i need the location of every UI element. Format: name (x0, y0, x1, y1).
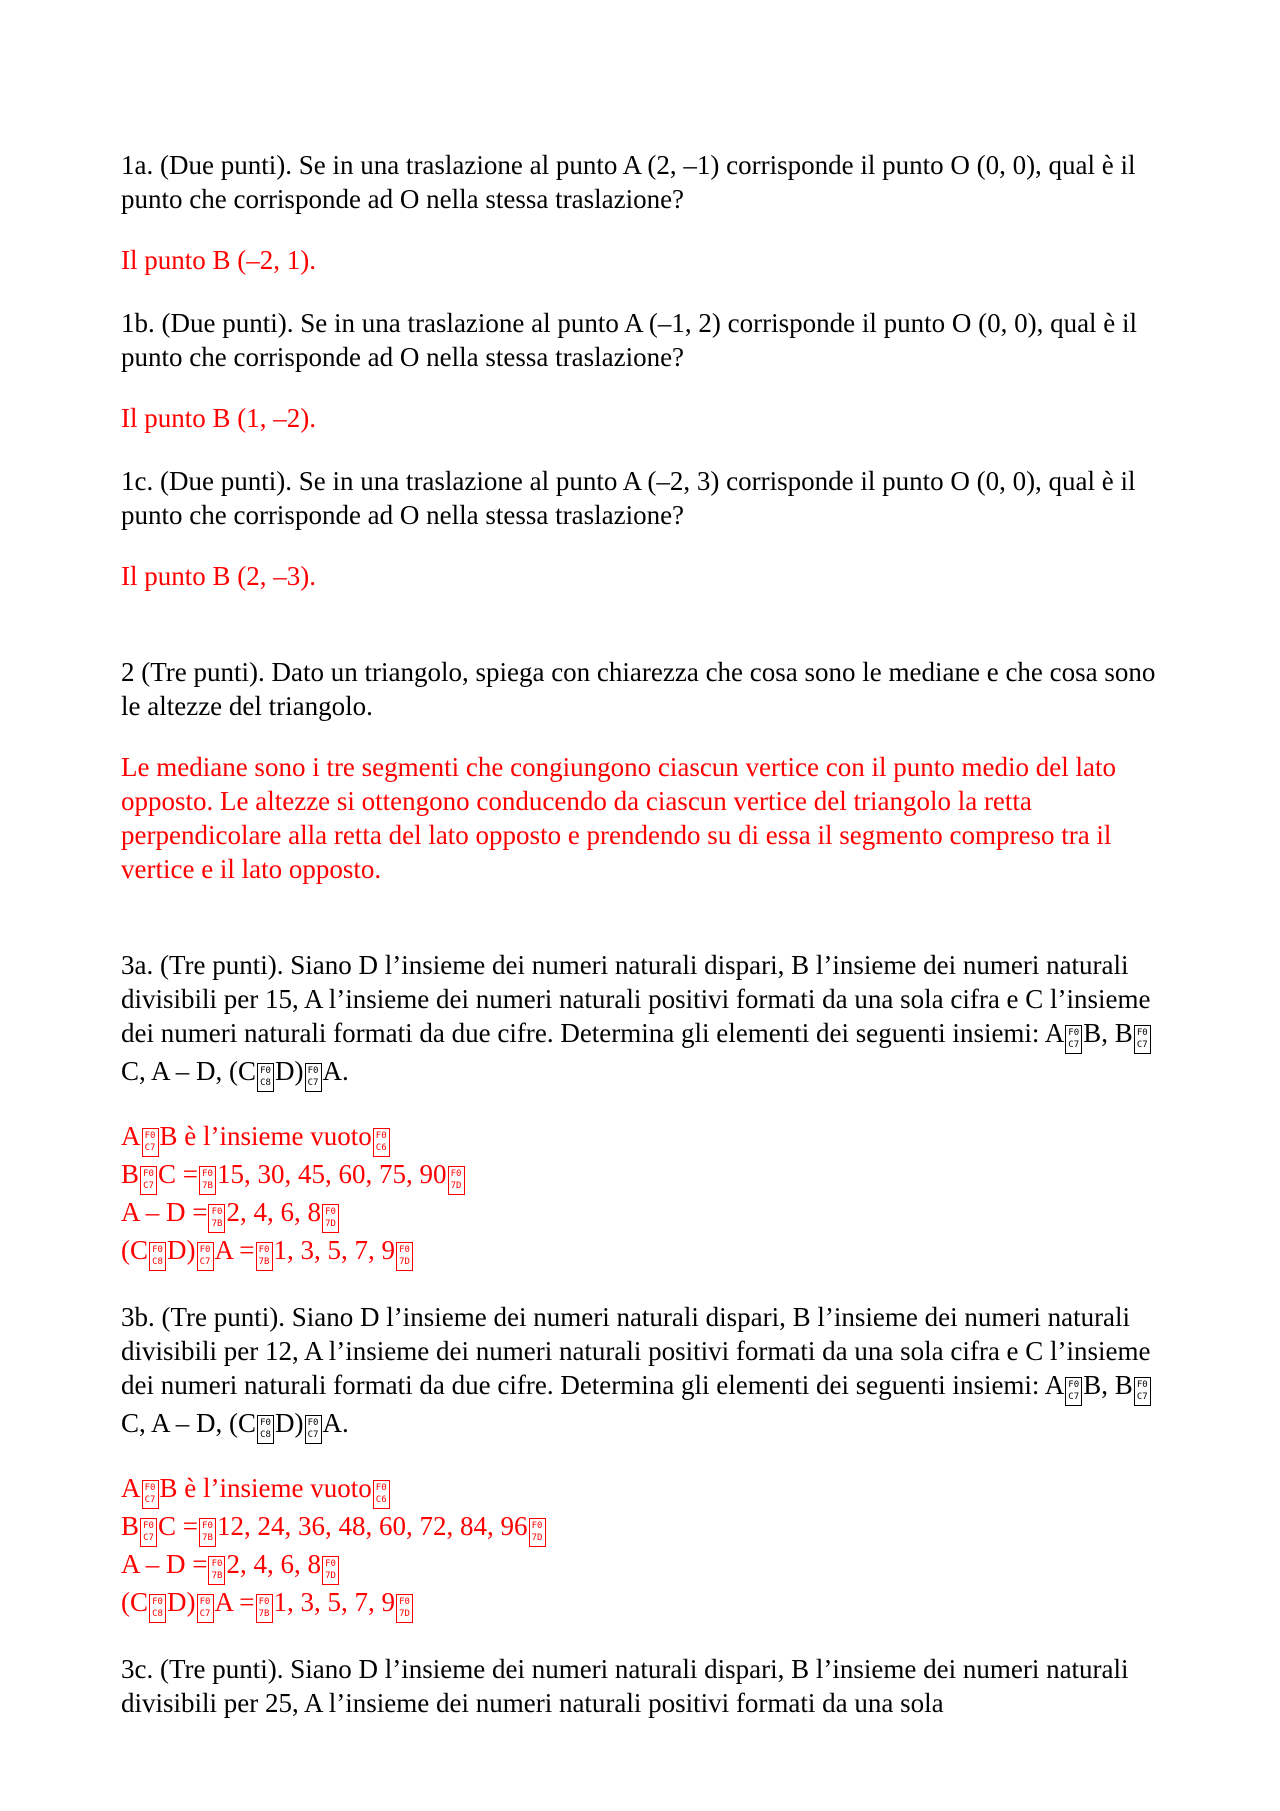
question-2: 2 (Tre punti). Dato un triangolo, spiega con chiarezza che cosa sono le mediane e che cosa sono le altezze del triangolo. (121, 657, 1156, 721)
missing-glyph-f0c6-icon (373, 1480, 390, 1509)
glyph-code-text: F0 (211, 1207, 223, 1217)
answer-3a-line-4 (121, 1233, 1161, 1271)
glyph-code-text: F0 (450, 1169, 462, 1179)
question-1b: 1b. (Due punti). Se in una traslazione al punto A (–1, 2) corrisponde il punto O (0, 0), qual è il punto che corrisponde ad O nella stessa traslazione? (121, 308, 1138, 372)
answer-3b-line-1 (121, 1471, 1161, 1509)
question-3a-part: A. (322, 1056, 349, 1086)
answer-text: B è l’insieme vuoto (159, 1473, 372, 1503)
answer-text: 1, 3, 5, 7, 9 (273, 1587, 395, 1617)
answer-text: (C (121, 1235, 148, 1265)
answer-3b-line-4 (121, 1585, 1161, 1623)
question-3a (121, 948, 1161, 1092)
question-3b-part: A. (322, 1408, 349, 1438)
question-3b-part: C, A – D, (C (121, 1408, 257, 1438)
answer-3a-line-1 (121, 1119, 1161, 1157)
glyph-code-text: C7 (143, 1181, 154, 1191)
glyph-code-text: F0 (144, 1131, 156, 1141)
glyph-code-text: F0 (144, 1483, 156, 1493)
missing-glyph-f0c7-icon (142, 1128, 159, 1157)
glyph-code-text: F0 (143, 1169, 154, 1179)
missing-glyph-f07b-icon (256, 1242, 273, 1271)
answer-text: A – D = (121, 1197, 208, 1227)
missing-glyph-f0c7-icon (140, 1518, 157, 1547)
answer-text: 15, 30, 45, 60, 75, 90 (217, 1159, 447, 1189)
glyph-code-text: 7D (325, 1571, 336, 1581)
answer-text: A (121, 1121, 141, 1151)
glyph-code-text: F0 (375, 1483, 387, 1493)
answer-text: B è l’insieme vuoto (159, 1121, 372, 1151)
missing-glyph-f0c7-icon (142, 1480, 159, 1509)
answer-text: C = (158, 1159, 199, 1189)
glyph-code-text: C8 (152, 1257, 163, 1267)
glyph-code-text: F0 (199, 1245, 211, 1255)
missing-glyph-f0c8-icon (149, 1594, 166, 1623)
question-3a-intro: 3a. (Tre punti). Siano D l’insieme dei numeri naturali dispari, B l’insieme dei numeri naturali divisibili per 15, A l’insieme dei numeri naturali positivi formati da una sola cifra e C l’insieme dei numeri naturali formati da due cifre. Determina gli elementi dei seguenti insiemi: A (121, 950, 1151, 1048)
glyph-code-text: C6 (375, 1495, 387, 1505)
glyph-code-text: C7 (144, 1495, 156, 1505)
question-1a: 1a. (Due punti). Se in una traslazione al punto A (2, –1) corrisponde il punto O (0, 0), qual è il punto che corrisponde ad O nella stessa traslazione? (121, 150, 1136, 214)
answer-text: 1, 3, 5, 7, 9 (273, 1235, 395, 1265)
missing-glyph-f0c8-icon (257, 1063, 274, 1092)
answer-text: D) (167, 1235, 196, 1265)
question-3b (121, 1300, 1161, 1444)
answer-text: 2, 4, 6, 8 (226, 1549, 321, 1579)
answer-text: A (121, 1473, 141, 1503)
glyph-code-text: F0 (143, 1521, 154, 1531)
glyph-code-text: 7B (258, 1257, 270, 1267)
missing-glyph-f0c7-icon (1065, 1025, 1082, 1054)
glyph-code-text: F0 (325, 1559, 336, 1569)
question-3b-intro: 3b. (Tre punti). Siano D l’insieme dei numeri naturali dispari, B l’insieme dei numeri naturali divisibili per 12, A l’insieme dei numeri naturali positivi formati da una sola cifra e C l’insieme dei numeri naturali formati da due cifre. Determina gli elementi dei seguenti insiemi: A (121, 1302, 1151, 1400)
missing-glyph-f07b-icon (199, 1166, 216, 1195)
question-3a-part: B, B (1083, 1018, 1133, 1048)
glyph-code-text: F0 (202, 1521, 213, 1531)
glyph-code-text: F0 (307, 1066, 319, 1076)
glyph-code-text: F0 (260, 1066, 271, 1076)
glyph-code-text: C6 (375, 1143, 387, 1153)
glyph-code-text: C7 (199, 1257, 211, 1267)
glyph-code-text: F0 (258, 1597, 270, 1607)
missing-glyph-f0c7-icon (305, 1415, 322, 1444)
glyph-code-text: 7D (399, 1257, 410, 1267)
answer-text: A = (214, 1587, 255, 1617)
glyph-code-text: F0 (399, 1597, 410, 1607)
answer-text: B (121, 1511, 140, 1541)
missing-glyph-f07d-icon (322, 1204, 339, 1233)
glyph-code-text: F0 (258, 1245, 270, 1255)
answer-3b-line-3 (121, 1547, 1161, 1585)
answer-3b (121, 1471, 1161, 1623)
glyph-code-text: 7D (450, 1181, 462, 1191)
answer-1c: Il punto B (2, –3). (121, 561, 316, 591)
missing-glyph-f07b-icon (256, 1594, 273, 1623)
glyph-code-text: 7D (531, 1533, 543, 1543)
glyph-code-text: 7B (202, 1181, 213, 1191)
answer-1b: Il punto B (1, –2). (121, 403, 316, 433)
question-3a-part: D) (275, 1056, 304, 1086)
question-3b-part: D) (275, 1408, 304, 1438)
question-3c: 3c. (Tre punti). Siano D l’insieme dei numeri naturali dispari, B l’insieme dei numeri naturali divisibili per 25, A l’insieme dei numeri naturali positivi formati da una sola (121, 1654, 1129, 1718)
missing-glyph-f0c7-icon (1065, 1377, 1082, 1406)
glyph-code-text: F0 (1136, 1028, 1148, 1038)
glyph-code-text: F0 (260, 1418, 271, 1428)
missing-glyph-f0c7-icon (140, 1166, 157, 1195)
glyph-code-text: C7 (199, 1609, 211, 1619)
glyph-code-text: C7 (307, 1078, 319, 1088)
glyph-code-text: C7 (1136, 1040, 1148, 1050)
answer-text: 2, 4, 6, 8 (226, 1197, 321, 1227)
question-3a-part: C, A – D, (C (121, 1056, 257, 1086)
glyph-code-text: 7B (202, 1533, 213, 1543)
glyph-code-text: F0 (152, 1245, 163, 1255)
glyph-code-text: 7D (325, 1219, 336, 1229)
missing-glyph-f07d-icon (448, 1166, 465, 1195)
glyph-code-text: C7 (1136, 1392, 1148, 1402)
missing-glyph-f07d-icon (396, 1594, 413, 1623)
answer-3b-line-2 (121, 1509, 1161, 1547)
missing-glyph-f0c8-icon (257, 1415, 274, 1444)
glyph-code-text: F0 (375, 1131, 387, 1141)
glyph-code-text: F0 (199, 1597, 211, 1607)
answer-text: D) (167, 1587, 196, 1617)
glyph-code-text: F0 (1068, 1028, 1080, 1038)
glyph-code-text: C8 (152, 1609, 163, 1619)
missing-glyph-f07d-icon (396, 1242, 413, 1271)
glyph-code-text: F0 (307, 1418, 319, 1428)
answer-text: 12, 24, 36, 48, 60, 72, 84, 96 (217, 1511, 528, 1541)
glyph-code-text: F0 (1136, 1380, 1148, 1390)
missing-glyph-f07b-icon (208, 1204, 225, 1233)
question-1c: 1c. (Due punti). Se in una traslazione al punto A (–2, 3) corrisponde il punto O (0, 0), qual è il punto che corrisponde ad O nella stessa traslazione? (121, 466, 1136, 530)
glyph-code-text: F0 (152, 1597, 163, 1607)
missing-glyph-f07d-icon (322, 1556, 339, 1585)
answer-text: B (121, 1159, 140, 1189)
question-3b-part: B, B (1083, 1370, 1133, 1400)
answer-text: A – D = (121, 1549, 208, 1579)
glyph-code-text: C7 (1068, 1040, 1080, 1050)
glyph-code-text: C7 (1068, 1392, 1080, 1402)
glyph-code-text: 7D (399, 1609, 410, 1619)
missing-glyph-f0c7-icon (1134, 1377, 1151, 1406)
missing-glyph-f0c7-icon (1134, 1025, 1151, 1054)
missing-glyph-f0c7-icon (197, 1594, 214, 1623)
answer-1a: Il punto B (–2, 1). (121, 245, 316, 275)
missing-glyph-f0c7-icon (197, 1242, 214, 1271)
document-page (121, 148, 1161, 1747)
answer-3a (121, 1119, 1161, 1271)
missing-glyph-f07b-icon (208, 1556, 225, 1585)
glyph-code-text: F0 (211, 1559, 223, 1569)
answer-3a-line-3 (121, 1195, 1161, 1233)
answer-3a-line-2 (121, 1157, 1161, 1195)
glyph-code-text: F0 (202, 1169, 213, 1179)
answer-text: (C (121, 1587, 148, 1617)
glyph-code-text: 7B (211, 1571, 223, 1581)
missing-glyph-f0c7-icon (305, 1063, 322, 1092)
glyph-code-text: F0 (399, 1245, 410, 1255)
glyph-code-text: C7 (307, 1430, 319, 1440)
glyph-code-text: C8 (260, 1078, 271, 1088)
glyph-code-text: C7 (143, 1533, 154, 1543)
answer-2: Le mediane sono i tre segmenti che congiungono ciascun vertice con il punto medio del lato opposto. Le altezze si ottengono conducendo da ciascun vertice del triangolo la retta perpendicolare alla retta del lato opposto e prendendo su di essa il segmento compreso tra il vertice e il lato opposto. (121, 752, 1116, 884)
glyph-code-text: 7B (258, 1609, 270, 1619)
glyph-code-text: F0 (1068, 1380, 1080, 1390)
missing-glyph-f0c8-icon (149, 1242, 166, 1271)
glyph-code-text: C7 (144, 1143, 156, 1153)
missing-glyph-f0c6-icon (373, 1128, 390, 1157)
missing-glyph-f07b-icon (199, 1518, 216, 1547)
glyph-code-text: 7B (211, 1219, 223, 1229)
answer-text: A = (214, 1235, 255, 1265)
answer-text: C = (158, 1511, 199, 1541)
glyph-code-text: C8 (260, 1430, 271, 1440)
glyph-code-text: F0 (531, 1521, 543, 1531)
glyph-code-text: F0 (325, 1207, 336, 1217)
missing-glyph-f07d-icon (529, 1518, 546, 1547)
